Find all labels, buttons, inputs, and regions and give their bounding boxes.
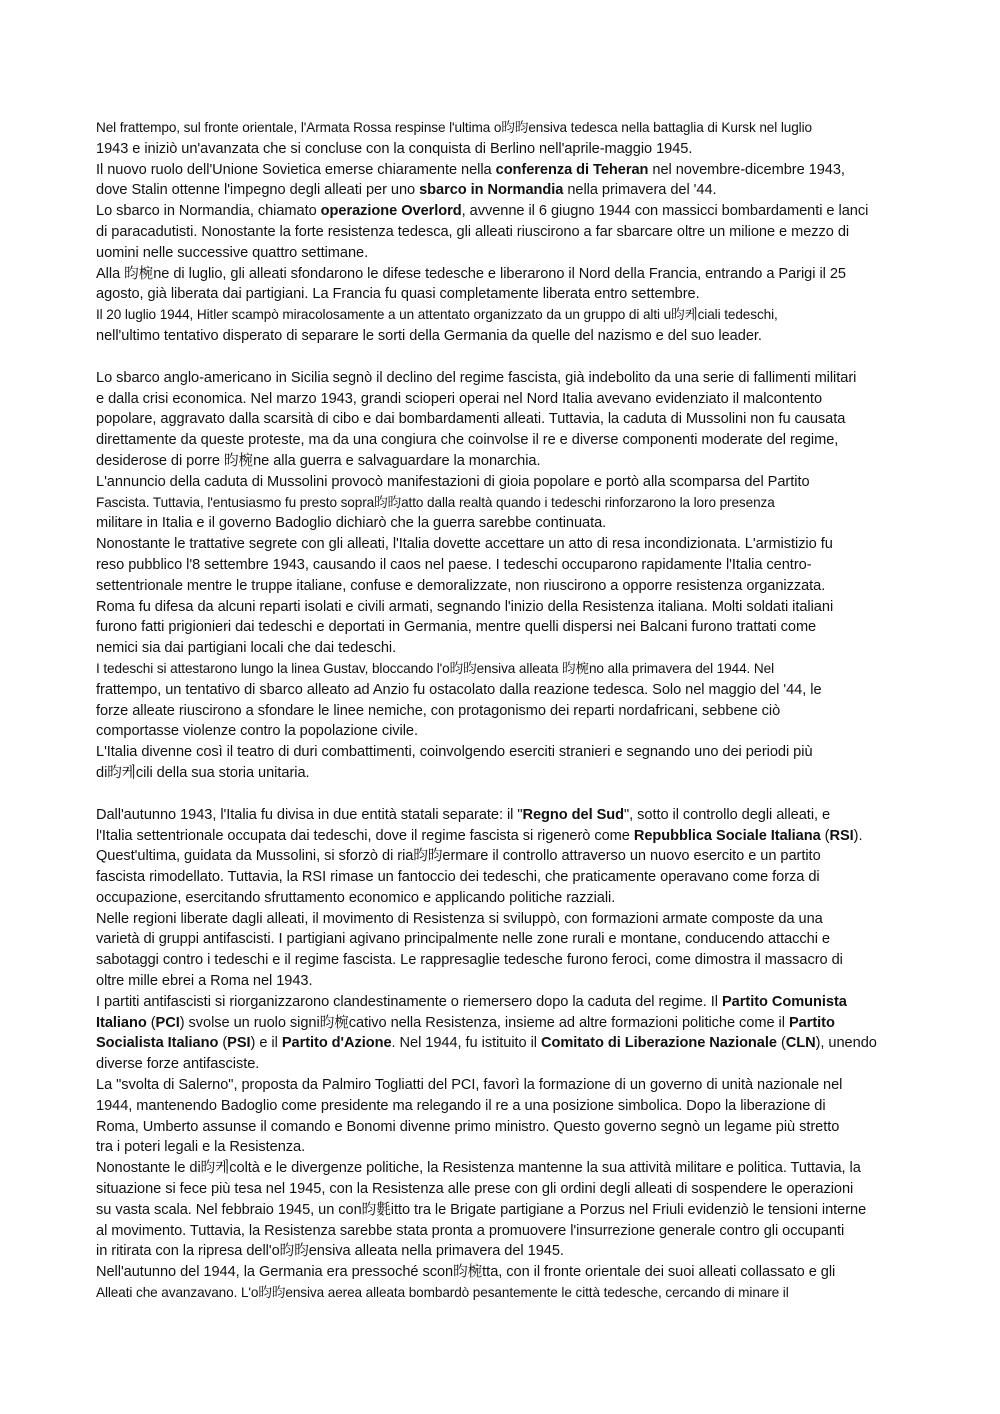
bold-term: RSI <box>829 827 854 844</box>
text-line: I partiti antifascisti si riorganizzarono clandestinamente o riemersero dopo la caduta del regime. Il Partito Comunista <box>96 993 847 1010</box>
text-line: reso pubblico l'8 settembre 1943, causando il caos nel paese. I tedeschi occuparono rapidamente l'Italia centro- <box>96 556 812 573</box>
text-line: settentrionale mentre le truppe italiane, confuse e demoralizzate, non riuscirono a opporre resistenza organizzata. <box>96 577 826 594</box>
bold-term: Repubblica Sociale Italiana <box>633 827 821 844</box>
text-line: Roma, Umberto assunse il comando e Bonomi divenne primo ministro. Questo governo segnò un legame più stretto <box>96 1118 840 1135</box>
text-line: popolare, aggravato dalla scarsità di cibo e dai bombardamenti alleati. Tuttavia, la caduta di Mussolini non fu causata <box>96 411 846 428</box>
text-line: in ritirata con la ripresa dell'o昀昀ensiva alleata nella primavera del 1945. <box>96 1243 564 1260</box>
paragraph-gap <box>96 784 908 805</box>
text-line: Nell'autunno del 1944, la Germania era pressoché scon昀椀tta, con il fronte orientale dei suoi alleati collassato e gli <box>96 1264 836 1281</box>
text-line: Il 20 luglio 1944, Hitler scampò miracolosamente a un attentato organizzato da un gruppo di alti u昀케ciali tedeschi, <box>96 307 778 323</box>
document-page <box>96 118 908 1304</box>
text-line: sabotaggi contro i tedeschi e il regime fascista. Le rappresaglie tedesche furono feroci, come dimostra il massacro di <box>96 952 843 969</box>
bold-term: Partito Comunista <box>722 993 847 1010</box>
text-line: La "svolta di Salerno", proposta da Palmiro Togliatti del PCI, favorì la formazione di un governo di unità nazionale nel <box>96 1077 843 1094</box>
text-line: 1943 e iniziò un'avanzata che si concluse con la conquista di Berlino nell'aprile-maggio 1945. <box>96 140 693 157</box>
text-line: su vasta scala. Nel febbraio 1945, un con昀氀itto tra le Brigate partigiane a Porzus nel Friuli evidenziò le tensioni interne <box>96 1201 867 1218</box>
bold-term: operazione Overlord <box>320 203 462 220</box>
paragraph-gap <box>96 347 908 368</box>
text-line: desiderose di porre 昀椀ne alla guerra e salvaguardare la monarchia. <box>96 452 541 469</box>
text-line: al movimento. Tuttavia, la Resistenza sarebbe stata pronta a promuovere l'insurrezione generale contro gli occupanti <box>96 1222 845 1239</box>
text-line: agosto, già liberata dai partigiani. La Francia fu quasi completamente liberata entro settembre. <box>96 286 700 303</box>
text-line: frattempo, un tentativo di sbarco alleato ad Anzio fu ostacolato dalla reazione tedesca. Solo nel maggio del '44, le <box>96 681 822 698</box>
text-line: L'annuncio della caduta di Mussolini provocò manifestazioni di gioia popolare e portò alla scomparsa del Partito <box>96 473 810 490</box>
text-line: diverse forze antifasciste. <box>96 1056 260 1073</box>
text-line: Quest'ultima, guidata da Mussolini, si sforzò di ria昀昀ermare il controllo attraverso un nuovo esercito e un partito <box>96 848 821 865</box>
paragraph-eastern-front <box>96 118 908 347</box>
bold-term: PCI <box>155 1014 180 1031</box>
text-line: 1944, mantenendo Badoglio come presidente ma relegando il re a una posizione simbolica. Dopo la liberazione di <box>96 1097 826 1114</box>
bold-term: sbarco in Normandia <box>419 182 564 199</box>
text-line: Socialista Italiano (PSI) e il Partito d'Azione. Nel 1944, fu istituito il Comitato di Liberazione Nazionale (CLN), unendo <box>96 1035 877 1052</box>
bold-term: Regno del Sud <box>522 806 624 823</box>
text-line: di昀케cili della sua storia unitaria. <box>96 764 310 781</box>
bold-term: Partito <box>788 1014 835 1031</box>
bold-term: CLN <box>785 1035 816 1052</box>
text-line: uomini nelle successive quattro settimane. <box>96 244 369 261</box>
text-line: comportasse violenze contro la popolazione civile. <box>96 723 418 740</box>
text-line: Lo sbarco in Normandia, chiamato operazione Overlord, avvenne il 6 giugno 1944 con massicci bombardamenti e lanci <box>96 203 869 220</box>
text-line: L'Italia divenne così il teatro di duri combattimenti, coinvolgendo eserciti stranieri e segnando uno dei periodi più <box>96 744 813 761</box>
text-line: l'Italia settentrionale occupata dai tedeschi, dove il regime fascista si rigenerò come Repubblica Sociale Italiana (RSI). <box>96 827 863 844</box>
text-line: direttamente da queste proteste, ma da una congiura che coinvolse il re e diverse componenti moderate del regime, <box>96 432 839 449</box>
bold-term: PSI <box>227 1035 251 1052</box>
text-line: I tedeschi si attestarono lungo la linea Gustav, bloccando l'o昀昀ensiva alleata 昀椀no alla primavera del 1944. Nel <box>96 660 775 676</box>
text-line: Italiano (PCI) svolse un ruolo signi昀椀cativo nella Resistenza, insieme ad altre formazioni politiche come il Partito <box>96 1014 835 1031</box>
text-line: Nonostante le di昀케coltà e le divergenze politiche, la Resistenza mantenne la sua attività militare e politica. Tuttavia, la <box>96 1160 861 1177</box>
text-line: Roma fu difesa da alcuni reparti isolati e civili armati, segnando l'inizio della Resistenza italiana. Molti soldati italiani <box>96 598 834 615</box>
text-line: furono fatti prigionieri dai tedeschi e deportati in Germania, mentre quelli dispersi nei Balcani furono trattati come <box>96 619 817 636</box>
text-line: Nonostante le trattative segrete con gli alleati, l'Italia dovette accettare un atto di resa incondizionata. L'armistizio fu <box>96 536 833 553</box>
text-line: situazione si fece più tesa nel 1945, con la Resistenza alle prese con gli ordini degli alleati di sospendere le operazioni <box>96 1181 854 1198</box>
text-line: occupazione, esercitando sfruttamento economico e applicando politiche razziali. <box>96 889 616 906</box>
text-line: nell'ultimo tentativo disperato di separare le sorti della Germania da quelle del nazismo e del suo leader. <box>96 327 762 344</box>
text-line: Alleati che avanzavano. L'o昀昀ensiva aerea alleata bombardò pesantemente le città tedesche, cercando di minare il <box>96 1285 789 1301</box>
text-line: nemici sia dai partigiani locali che dai tedeschi. <box>96 640 397 657</box>
paragraph-fall-of-fascism <box>96 368 908 784</box>
text-line: Fascista. Tuttavia, l'entusiasmo fu presto sopra昀昀atto dalla realtà quando i tedeschi rinforzarono la loro presenza <box>96 494 775 510</box>
bold-term: Partito d'Azione <box>281 1035 392 1052</box>
bold-term: Italiano <box>96 1014 147 1031</box>
text-line: tra i poteri legali e la Resistenza. <box>96 1139 306 1156</box>
text-line: militare in Italia e il governo Badoglio dichiarò che la guerra sarebbe continuata. <box>96 515 607 532</box>
bold-term: conferenza di Teheran <box>495 161 649 178</box>
bold-term: Comitato di Liberazione Nazionale <box>541 1035 777 1052</box>
text-line: Lo sbarco anglo-americano in Sicilia segnò il declino del regime fascista, già indebolito da una serie di fallimenti militari <box>96 369 857 386</box>
bold-term: Socialista Italiano <box>96 1035 219 1052</box>
text-line: Dall'autunno 1943, l'Italia fu divisa in due entità statali separate: il "Regno del Sud", sotto il controllo degli alleati, e <box>96 806 831 823</box>
text-line: oltre mille ebrei a Roma nel 1943. <box>96 973 313 990</box>
text-line: Il nuovo ruolo dell'Unione Sovietica emerse chiaramente nella conferenza di Teheran nel novembre-dicembre 1943, <box>96 161 845 178</box>
text-line: fascista rimodellato. Tuttavia, la RSI rimase un fantoccio dei tedeschi, che praticamente operavano come forza di <box>96 869 820 886</box>
text-line: varietà di gruppi antifascisti. I partigiani agivano principalmente nelle zone rurali e montane, conducendo attacchi e <box>96 931 830 948</box>
text-line: dove Stalin ottenne l'impegno degli alleati per uno sbarco in Normandia nella primavera del '44. <box>96 182 717 199</box>
text-line: Nelle regioni liberate dagli alleati, il movimento di Resistenza si sviluppò, con formazioni armate composte da una <box>96 910 823 927</box>
paragraph-resistance <box>96 805 908 1304</box>
text-line: Alla 昀椀ne di luglio, gli alleati sfondarono le difese tedesche e liberarono il Nord della Francia, entrando a Parigi il 25 <box>96 265 846 282</box>
text-line: di paracadutisti. Nonostante la forte resistenza tedesca, gli alleati riuscirono a far sbarcare oltre un milione e mezzo di <box>96 223 850 240</box>
text-line: Nel frattempo, sul fronte orientale, l'Armata Rossa respinse l'ultima o昀昀ensiva tedesca nella battaglia di Kursk nel luglio <box>96 120 812 135</box>
text-line: forze alleate riuscirono a sfondare le linee nemiche, con protagonismo dei reparti nordafricani, sebbene ciò <box>96 702 781 719</box>
text-line: e dalla crisi economica. Nel marzo 1943, grandi scioperi operai nel Nord Italia avevano evidenziato il malcontento <box>96 390 823 407</box>
